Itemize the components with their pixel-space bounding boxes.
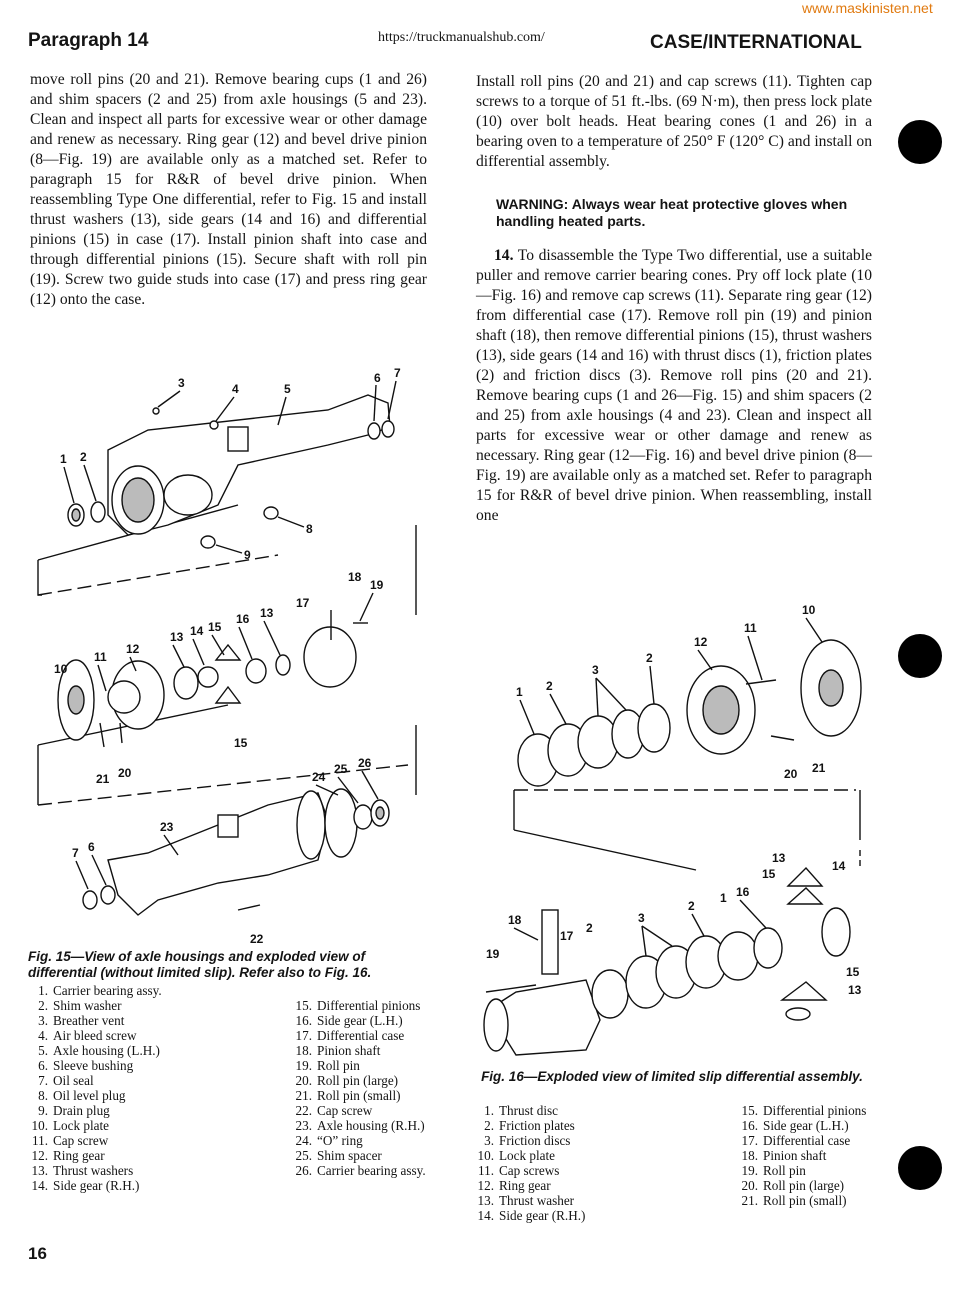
binder-hole-middle <box>898 634 942 678</box>
binder-hole-top <box>898 120 942 164</box>
fig16-callout: 17 <box>560 929 574 943</box>
legend-label: Axle housing (L.H.) <box>53 1043 160 1058</box>
fig16-callout: 2 <box>688 899 695 913</box>
fig15-callout: 23 <box>160 820 174 834</box>
legend-item <box>470 1178 710 1193</box>
legend-label: Differential case <box>317 1028 405 1043</box>
fig15-callout: 10 <box>54 662 68 676</box>
fig16-callout: 2 <box>586 921 593 935</box>
fig16-caption: Fig. 16—Exploded view of limited slip differential assembly. <box>481 1069 863 1084</box>
fig15-illustration <box>28 355 432 947</box>
legend-label: Lock plate <box>499 1148 556 1163</box>
fig15-callout: 16 <box>236 612 250 626</box>
legend-item <box>24 1088 264 1103</box>
fig15-callout: 24 <box>312 770 326 784</box>
legend-item <box>288 1013 438 1028</box>
legend-label: Air bleed screw <box>53 1028 137 1043</box>
legend-label: Pinion shaft <box>763 1148 827 1163</box>
fig16-frame <box>514 790 860 870</box>
legend-number: 7. <box>38 1073 48 1088</box>
legend-item <box>470 1133 710 1148</box>
fig15-callout: 7 <box>394 366 401 380</box>
fig15-callout: 13 <box>260 606 274 620</box>
legend-label: Roll pin (small) <box>317 1088 401 1103</box>
fig15-callout: 26 <box>358 756 372 770</box>
legend-label: Thrust washer <box>499 1193 575 1208</box>
legend-label: Roll pin <box>317 1058 360 1073</box>
legend-label: Side gear (R.H.) <box>53 1178 140 1193</box>
legend-label: Side gear (R.H.) <box>499 1208 586 1223</box>
legend-number: 10. <box>477 1148 494 1163</box>
legend-item <box>24 1118 264 1133</box>
right-column-text-1: Install roll pins (20 and 21) and cap screws (11). Tighten cap screws to a torque of 51 ft.-lbs. (69 N·m), then press lock plate (10) over bolt heads. Heat bearing cones (1 and 26) in a bearing oven to a temperature of 250° F (120° C) and install on differential assembly. <box>476 73 872 170</box>
watermark-link[interactable]: www.maskinisten.net <box>802 0 933 16</box>
legend-label: Shim washer <box>53 998 122 1013</box>
legend-number: 16. <box>741 1118 758 1133</box>
legend-label: Thrust washers <box>53 1163 134 1178</box>
fig15-callout: 17 <box>296 596 310 610</box>
legend-item <box>24 1013 264 1028</box>
legend-number: 3. <box>38 1013 48 1028</box>
right-column-text-2 <box>476 246 872 526</box>
legend-label: Ring gear <box>53 1148 105 1163</box>
legend-item <box>734 1133 874 1148</box>
legend-label: Differential pinions <box>763 1103 867 1118</box>
legend-label: Roll pin (large) <box>763 1178 845 1193</box>
fig16-callout: 2 <box>646 651 653 665</box>
fig15-callout: 20 <box>118 766 132 780</box>
legend-number: 18. <box>295 1043 312 1058</box>
legend-item <box>24 1028 264 1043</box>
page-number: 16 <box>28 1244 47 1263</box>
fig15-callout: 6 <box>88 840 95 854</box>
legend-item <box>24 1148 264 1163</box>
fig16-illustration <box>476 600 886 1065</box>
legend-number: 5. <box>38 1043 48 1058</box>
legend-item <box>734 1118 874 1133</box>
fig16-callout: 19 <box>486 947 500 961</box>
legend-number: 13. <box>477 1193 494 1208</box>
fig15-callout: 3 <box>178 376 185 390</box>
fig16-callout: 2 <box>546 679 553 693</box>
legend-number: 4. <box>38 1028 48 1043</box>
legend-number: 12. <box>477 1178 494 1193</box>
fig16-callout: 13 <box>848 983 862 997</box>
legend-item <box>24 1133 264 1148</box>
fig16-callout: 11 <box>744 621 757 635</box>
fig16-callout: 3 <box>592 663 599 677</box>
legend-item <box>24 1103 264 1118</box>
legend-number: 2. <box>484 1118 494 1133</box>
legend-label: Breather vent <box>53 1013 125 1028</box>
fig15-callout: 6 <box>374 371 381 385</box>
legend-label: Side gear (L.H.) <box>763 1118 849 1133</box>
paragraph-heading: Paragraph 14 <box>28 30 149 51</box>
legend-label: Thrust disc <box>499 1103 558 1118</box>
legend-item <box>734 1178 874 1193</box>
fig16-callout: 13 <box>772 851 786 865</box>
legend-item <box>24 1178 264 1193</box>
legend-number: 15. <box>741 1103 758 1118</box>
fig15-callout: 9 <box>244 548 251 562</box>
legend-item <box>288 1163 438 1178</box>
legend-number: 21. <box>295 1088 312 1103</box>
paragraph-14-text: To disassemble the Type Two differential, use a suitable puller and remove carrier bearing cones. Pry off lock plate (10—Fig. 16) and remove cap screws (11). Separate ring gear (12) from differential case (17). Remove roll pin (19) and pinion shaft (18), then remove differential pinions (15), thrust washers (13), side gears (14 and 16) with thrust discs (1), friction plates (2) and friction discs (3). Remove roll pins (20 and 21). Remove bearing cups (1 and 26—Fig. 15) and shim spacers (2 and 25) from axle housings (4 and 23). Clean and inspect all parts for excessive wear or other damage and renew as necessary. Ring gear (12—Fig. 16) and bevel drive pinion (8—Fig. 19) are available only as a matched set. Refer to paragraph 15 for R&R of bevel drive pinion. When reassembling, install one <box>476 247 872 524</box>
warning-note: WARNING: Always wear heat protective gloves when handling heated parts. <box>496 196 848 229</box>
legend-number: 26. <box>295 1163 312 1178</box>
manufacturer-heading: CASE/INTERNATIONAL <box>650 32 862 53</box>
legend-item <box>470 1103 710 1118</box>
fig16-callout: 15 <box>762 867 776 881</box>
legend-item <box>470 1118 710 1133</box>
legend-number: 19. <box>741 1163 758 1178</box>
fig15-callout: 18 <box>348 570 362 584</box>
fig15-callout: 7 <box>72 846 79 860</box>
legend-number: 11. <box>478 1163 494 1178</box>
fig16-legend-right <box>734 1103 874 1208</box>
fig16-callout: 15 <box>846 965 860 979</box>
legend-number: 15. <box>295 998 312 1013</box>
fig16-callout: 20 <box>784 767 798 781</box>
legend-number: 23. <box>295 1118 312 1133</box>
fig16-callout: 21 <box>812 761 826 775</box>
fig16-callout: 14 <box>832 859 846 873</box>
legend-item <box>288 1133 438 1148</box>
legend-item <box>470 1163 710 1178</box>
legend-label: Carrier bearing assy. <box>317 1163 426 1178</box>
legend-label: Cap screws <box>499 1163 560 1178</box>
legend-item <box>470 1208 710 1223</box>
legend-label: Roll pin (small) <box>763 1193 847 1208</box>
legend-label: Ring gear <box>499 1178 551 1193</box>
fig15-callout: 14 <box>190 624 204 638</box>
fig15-callout: 15 <box>208 620 222 634</box>
fig16-leaders <box>514 618 822 956</box>
binder-hole-bottom <box>898 1146 942 1190</box>
legend-item <box>734 1163 874 1178</box>
legend-label: Cap screw <box>53 1133 109 1148</box>
legend-item <box>288 1103 438 1118</box>
fig16-callout: 12 <box>694 635 708 649</box>
right-axle-housing <box>83 789 389 915</box>
fig15-legend-right <box>288 998 438 1178</box>
fig16-callout: 10 <box>802 603 816 617</box>
legend-number: 17. <box>741 1133 758 1148</box>
legend-item <box>24 1163 264 1178</box>
fig16-lower-stack <box>484 868 850 1055</box>
legend-item <box>24 998 264 1013</box>
legend-item <box>288 998 438 1013</box>
legend-number: 14. <box>31 1178 48 1193</box>
legend-number: 19. <box>295 1058 312 1073</box>
legend-label: Friction discs <box>499 1133 571 1148</box>
legend-label: Differential pinions <box>317 998 421 1013</box>
legend-label: Roll pin (large) <box>317 1073 399 1088</box>
legend-number: 12. <box>31 1148 48 1163</box>
legend-number: 6. <box>38 1058 48 1073</box>
legend-label: Drain plug <box>53 1103 110 1118</box>
fig15-callout: 12 <box>126 642 140 656</box>
legend-number: 25. <box>295 1148 312 1163</box>
legend-item <box>288 1118 438 1133</box>
legend-item <box>24 1073 264 1088</box>
legend-item <box>288 1043 438 1058</box>
source-url[interactable]: https://truckmanualshub.com/ <box>378 30 545 45</box>
fig15-legend-left <box>24 983 264 1193</box>
legend-number: 11. <box>32 1133 48 1148</box>
legend-label: Lock plate <box>53 1118 110 1133</box>
legend-number: 1. <box>38 983 48 998</box>
legend-label: Differential case <box>763 1133 851 1148</box>
legend-item <box>288 1073 438 1088</box>
legend-item <box>24 1043 264 1058</box>
legend-number: 22. <box>295 1103 312 1118</box>
fig15-caption: Fig. 15—View of axle housings and exploded view of differential (without limited slip). Refer also to Fig. 16. <box>28 949 372 980</box>
legend-item <box>734 1193 874 1208</box>
fig16-callout: 3 <box>638 911 645 925</box>
fig15-callout: 4 <box>232 382 239 396</box>
fig15-callout: 1 <box>60 452 67 466</box>
legend-item <box>24 1058 264 1073</box>
fig16-upper-stack <box>518 640 861 786</box>
legend-label: Oil level plug <box>53 1088 126 1103</box>
legend-number: 13. <box>31 1163 48 1178</box>
fig16-callout: 16 <box>736 885 750 899</box>
legend-label: Shim spacer <box>317 1148 382 1163</box>
legend-number: 20. <box>741 1178 758 1193</box>
fig16-legend-left <box>470 1103 710 1223</box>
legend-label: Carrier bearing assy. <box>53 983 162 998</box>
legend-label: Roll pin <box>763 1163 806 1178</box>
legend-label: Axle housing (R.H.) <box>317 1118 425 1133</box>
legend-number: 20. <box>295 1073 312 1088</box>
legend-number: 21. <box>741 1193 758 1208</box>
fig15-callout: 5 <box>284 382 291 396</box>
legend-label: Friction plates <box>499 1118 575 1133</box>
legend-item <box>24 983 264 998</box>
fig15-callout: 19 <box>370 578 384 592</box>
legend-item <box>734 1148 874 1163</box>
legend-number: 17. <box>295 1028 312 1043</box>
legend-number: 14. <box>477 1208 494 1223</box>
fig15-callout: 2 <box>80 450 87 464</box>
fig15-callout: 8 <box>306 522 313 536</box>
legend-label: Pinion shaft <box>317 1043 381 1058</box>
legend-item <box>470 1148 710 1163</box>
fig15-callout: 25 <box>334 762 348 776</box>
legend-label: Side gear (L.H.) <box>317 1013 403 1028</box>
legend-item <box>734 1103 874 1118</box>
fig15-callout: 11 <box>94 650 107 664</box>
legend-number: 1. <box>484 1103 494 1118</box>
legend-number: 16. <box>295 1013 312 1028</box>
legend-number: 18. <box>741 1148 758 1163</box>
legend-item <box>470 1193 710 1208</box>
fig15-callout: 13 <box>170 630 184 644</box>
legend-number: 3. <box>484 1133 494 1148</box>
legend-number: 2. <box>38 998 48 1013</box>
fig16-callout: 1 <box>516 685 523 699</box>
legend-label: Cap screw <box>317 1103 373 1118</box>
legend-item <box>288 1028 438 1043</box>
fig16-callout: 18 <box>508 913 522 927</box>
fig15-callout: 22 <box>250 932 264 946</box>
legend-label: Oil seal <box>53 1073 94 1088</box>
legend-number: 8. <box>38 1088 48 1103</box>
left-column-text: move roll pins (20 and 21). Remove bearing cups (1 and 26) and shim spacers (2 and 25) from axle housings (5 and 23). Clean and inspect all parts for excessive wear or other damage and renew as necessary. Ring gear (12) and bevel drive pinion (8—Fig. 19) are available only as a matched set. Refer to paragraph 15 for R&R of bevel drive pinion. When reassembling Type One differential, refer to Fig. 15 and install thrust washers (13), side gears (14 and 16) and differential pinions (15) in case (17). Install pinion shaft into case and through differential pinions (15). Secure shaft with roll pin (19). Screw two guide studs into case (17) and press ring gear (12) onto the case. <box>30 71 427 308</box>
fig15-callout: 15 <box>234 736 248 750</box>
legend-item <box>288 1088 438 1103</box>
fig16-callout: 1 <box>720 891 727 905</box>
fig15-callout: 21 <box>96 772 110 786</box>
legend-number: 9. <box>38 1103 48 1118</box>
legend-number: 10. <box>31 1118 48 1133</box>
legend-number: 24. <box>295 1133 312 1148</box>
left-axle-housing <box>108 395 390 535</box>
legend-label: Sleeve bushing <box>53 1058 134 1073</box>
legend-label: “O” ring <box>317 1133 363 1148</box>
paragraph-number: 14. <box>494 247 514 264</box>
legend-item <box>288 1148 438 1163</box>
legend-item <box>288 1058 438 1073</box>
